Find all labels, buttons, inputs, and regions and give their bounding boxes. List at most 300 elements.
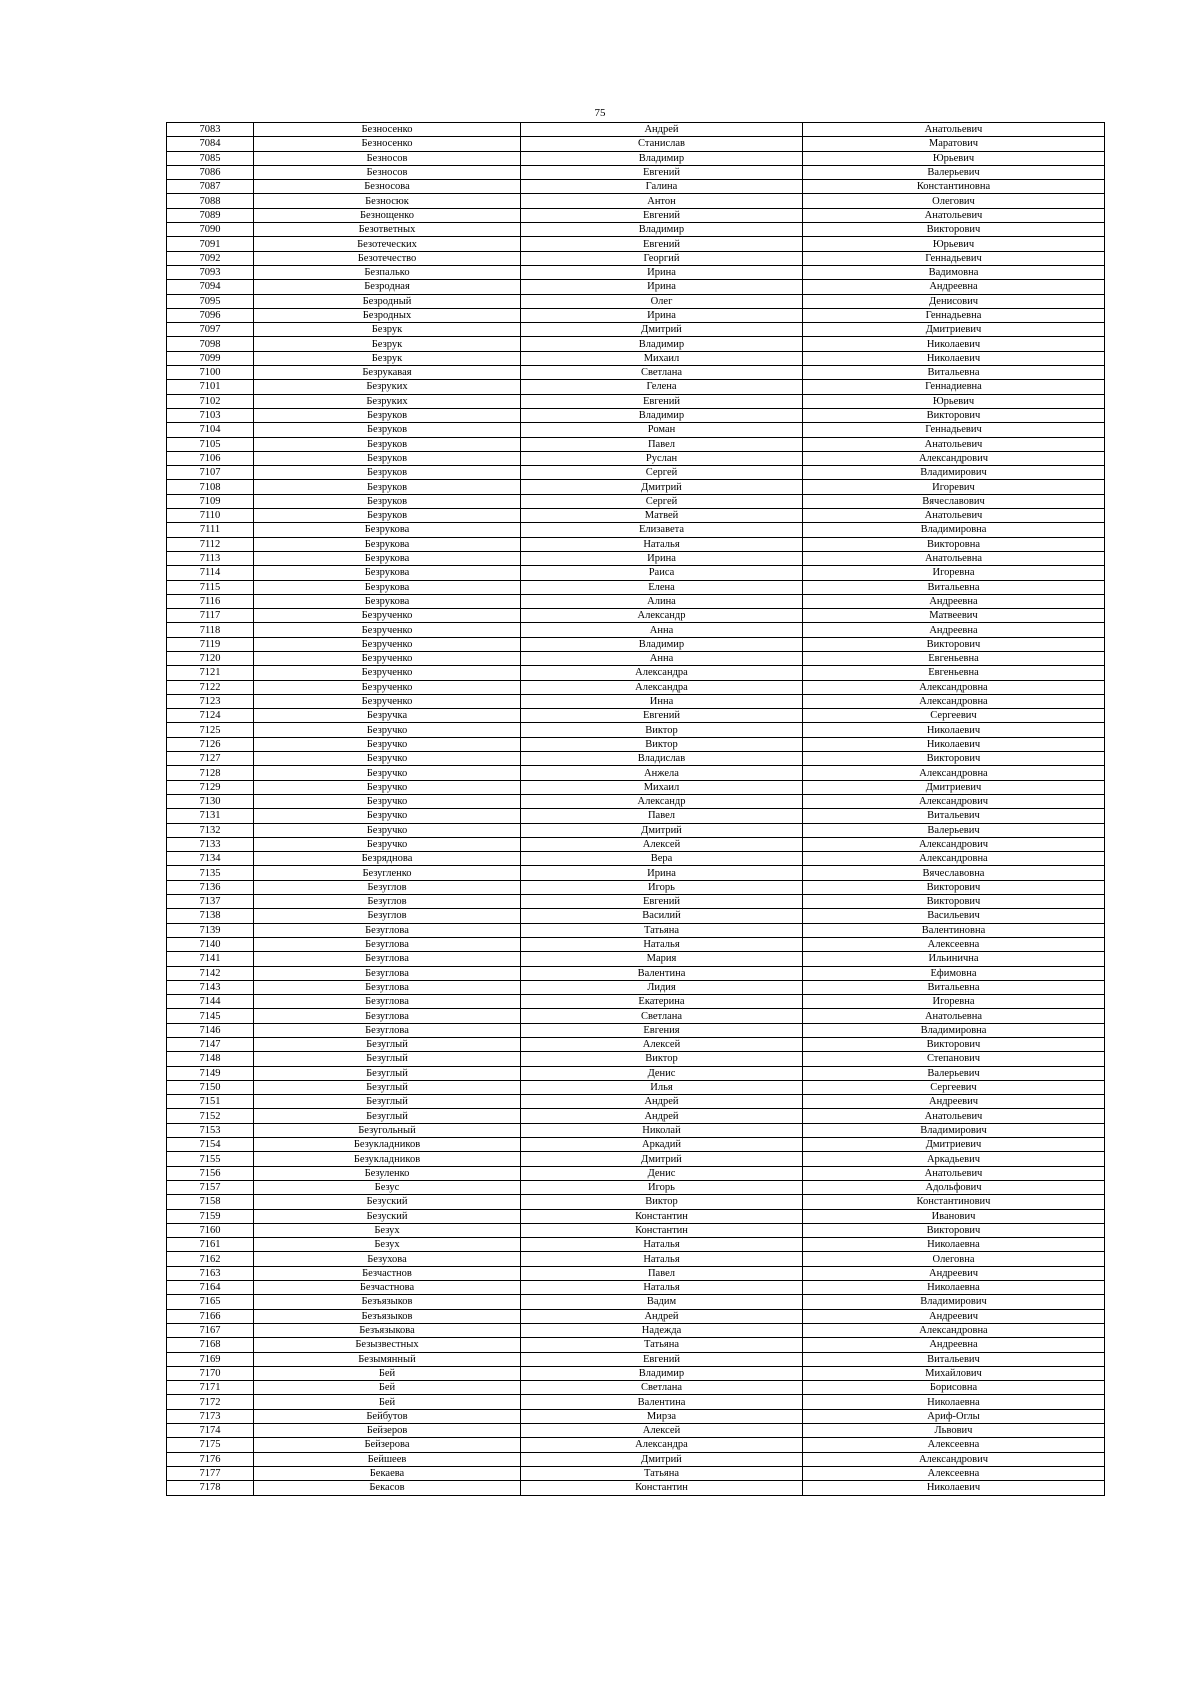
table-row — [167, 223, 1105, 237]
patronymic-cell: Алексеевна — [803, 1438, 1105, 1452]
first-name-cell: Анна — [521, 651, 803, 665]
patronymic-cell: Вадимовна — [803, 265, 1105, 279]
last-name-cell: Безуглов — [254, 895, 521, 909]
patronymic-cell: Андреевна — [803, 280, 1105, 294]
patronymic-cell: Геннадьевич — [803, 423, 1105, 437]
patronymic-cell: Валерьевич — [803, 823, 1105, 837]
last-name-cell: Безрученко — [254, 623, 521, 637]
row-number-cell: 7131 — [167, 809, 254, 823]
patronymic-cell: Викторовна — [803, 537, 1105, 551]
last-name-cell: Безрукова — [254, 566, 521, 580]
first-name-cell: Станислав — [521, 137, 803, 151]
patronymic-cell: Анатольевна — [803, 1009, 1105, 1023]
last-name-cell: Безрученко — [254, 609, 521, 623]
table-row — [167, 380, 1105, 394]
first-name-cell: Игорь — [521, 880, 803, 894]
row-number-cell: 7083 — [167, 123, 254, 137]
last-name-cell: Безносенко — [254, 123, 521, 137]
first-name-cell: Владимир — [521, 1366, 803, 1380]
patronymic-cell: Анатольевич — [803, 509, 1105, 523]
patronymic-cell: Николаевич — [803, 1481, 1105, 1495]
table-row — [167, 880, 1105, 894]
last-name-cell: Бекасов — [254, 1481, 521, 1495]
row-number-cell: 7152 — [167, 1109, 254, 1123]
row-number-cell: 7104 — [167, 423, 254, 437]
patronymic-cell: Андреевич — [803, 1309, 1105, 1323]
row-number-cell: 7125 — [167, 723, 254, 737]
table-row — [167, 723, 1105, 737]
patronymic-cell: Викторович — [803, 408, 1105, 422]
patronymic-cell: Вячеславович — [803, 494, 1105, 508]
patronymic-cell: Валентиновна — [803, 923, 1105, 937]
first-name-cell: Татьяна — [521, 1338, 803, 1352]
first-name-cell: Виктор — [521, 737, 803, 751]
first-name-cell: Евгения — [521, 1023, 803, 1037]
table-row — [167, 1352, 1105, 1366]
last-name-cell: Безрук — [254, 337, 521, 351]
table-row — [167, 509, 1105, 523]
patronymic-cell: Борисовна — [803, 1381, 1105, 1395]
patronymic-cell: Алексеевна — [803, 937, 1105, 951]
patronymic-cell: Игоревна — [803, 995, 1105, 1009]
first-name-cell: Андрей — [521, 1309, 803, 1323]
patronymic-cell: Дмитриевич — [803, 780, 1105, 794]
row-number-cell: 7122 — [167, 680, 254, 694]
first-name-cell: Владимир — [521, 337, 803, 351]
last-name-cell: Безъязыков — [254, 1295, 521, 1309]
row-number-cell: 7086 — [167, 165, 254, 179]
last-name-cell: Бекаева — [254, 1466, 521, 1480]
row-number-cell: 7102 — [167, 394, 254, 408]
patronymic-cell: Николаевна — [803, 1281, 1105, 1295]
row-number-cell: 7106 — [167, 451, 254, 465]
row-number-cell: 7159 — [167, 1209, 254, 1223]
last-name-cell: Безугольный — [254, 1123, 521, 1137]
patronymic-cell: Дмитриевич — [803, 323, 1105, 337]
last-name-cell: Безуглый — [254, 1038, 521, 1052]
first-name-cell: Валентина — [521, 1395, 803, 1409]
last-name-cell: Безрукова — [254, 580, 521, 594]
table-row — [167, 1123, 1105, 1137]
table-row — [167, 923, 1105, 937]
last-name-cell: Безуглый — [254, 1052, 521, 1066]
first-name-cell: Олег — [521, 294, 803, 308]
patronymic-cell: Викторович — [803, 880, 1105, 894]
table-row — [167, 1395, 1105, 1409]
table-row — [167, 1209, 1105, 1223]
row-number-cell: 7119 — [167, 637, 254, 651]
last-name-cell: Безручка — [254, 709, 521, 723]
patronymic-cell: Витальевич — [803, 1352, 1105, 1366]
row-number-cell: 7165 — [167, 1295, 254, 1309]
patronymic-cell: Юрьевич — [803, 151, 1105, 165]
patronymic-cell: Львович — [803, 1424, 1105, 1438]
row-number-cell: 7100 — [167, 366, 254, 380]
last-name-cell: Безруков — [254, 408, 521, 422]
patronymic-cell: Витальевна — [803, 366, 1105, 380]
table-row — [167, 194, 1105, 208]
patronymic-cell: Николаевич — [803, 737, 1105, 751]
first-name-cell: Евгений — [521, 709, 803, 723]
row-number-cell: 7116 — [167, 594, 254, 608]
first-name-cell: Денис — [521, 1166, 803, 1180]
last-name-cell: Безручко — [254, 737, 521, 751]
last-name-cell: Безответных — [254, 223, 521, 237]
first-name-cell: Светлана — [521, 1009, 803, 1023]
first-name-cell: Руслан — [521, 451, 803, 465]
first-name-cell: Евгений — [521, 237, 803, 251]
first-name-cell: Евгений — [521, 208, 803, 222]
first-name-cell: Алина — [521, 594, 803, 608]
row-number-cell: 7146 — [167, 1023, 254, 1037]
last-name-cell: Безручко — [254, 752, 521, 766]
first-name-cell: Павел — [521, 809, 803, 823]
patronymic-cell: Евгеньевна — [803, 666, 1105, 680]
row-number-cell: 7101 — [167, 380, 254, 394]
patronymic-cell: Константиновна — [803, 180, 1105, 194]
last-name-cell: Безрукавая — [254, 366, 521, 380]
row-number-cell: 7141 — [167, 952, 254, 966]
patronymic-cell: Денисович — [803, 294, 1105, 308]
row-number-cell: 7120 — [167, 651, 254, 665]
patronymic-cell: Александровна — [803, 852, 1105, 866]
last-name-cell: Безручко — [254, 823, 521, 837]
first-name-cell: Ирина — [521, 265, 803, 279]
table-row — [167, 1009, 1105, 1023]
row-number-cell: 7163 — [167, 1266, 254, 1280]
table-row — [167, 280, 1105, 294]
first-name-cell: Павел — [521, 1266, 803, 1280]
patronymic-cell: Иванович — [803, 1209, 1105, 1223]
table-row — [167, 1366, 1105, 1380]
last-name-cell: Безнощенко — [254, 208, 521, 222]
last-name-cell: Безрученко — [254, 637, 521, 651]
table-row — [167, 180, 1105, 194]
table-row — [167, 1095, 1105, 1109]
patronymic-cell: Андреевич — [803, 1266, 1105, 1280]
patronymic-cell: Олегович — [803, 194, 1105, 208]
first-name-cell: Александра — [521, 1438, 803, 1452]
row-number-cell: 7128 — [167, 766, 254, 780]
table-row — [167, 423, 1105, 437]
table-row — [167, 651, 1105, 665]
last-name-cell: Безуский — [254, 1209, 521, 1223]
patronymic-cell: Владимирович — [803, 466, 1105, 480]
table-row — [167, 466, 1105, 480]
table-row — [167, 323, 1105, 337]
table-row — [167, 609, 1105, 623]
first-name-cell: Владислав — [521, 752, 803, 766]
first-name-cell: Константин — [521, 1209, 803, 1223]
last-name-cell: Безруков — [254, 437, 521, 451]
patronymic-cell: Аркадьевич — [803, 1152, 1105, 1166]
last-name-cell: Безух — [254, 1238, 521, 1252]
table-row — [167, 895, 1105, 909]
first-name-cell: Илья — [521, 1080, 803, 1094]
last-name-cell: Безъязыкова — [254, 1323, 521, 1337]
row-number-cell: 7092 — [167, 251, 254, 265]
first-name-cell: Гелена — [521, 380, 803, 394]
table-row — [167, 580, 1105, 594]
last-name-cell: Безукладников — [254, 1138, 521, 1152]
patronymic-cell: Анатольевна — [803, 551, 1105, 565]
first-name-cell: Михаил — [521, 351, 803, 365]
last-name-cell: Безродный — [254, 294, 521, 308]
row-number-cell: 7124 — [167, 709, 254, 723]
last-name-cell: Безчастнов — [254, 1266, 521, 1280]
table-row — [167, 680, 1105, 694]
row-number-cell: 7144 — [167, 995, 254, 1009]
last-name-cell: Бейбутов — [254, 1409, 521, 1423]
last-name-cell: Безруков — [254, 480, 521, 494]
table-row — [167, 1152, 1105, 1166]
last-name-cell: Безруков — [254, 494, 521, 508]
patronymic-cell: Андреевич — [803, 1095, 1105, 1109]
patronymic-cell: Николаевна — [803, 1238, 1105, 1252]
row-number-cell: 7160 — [167, 1223, 254, 1237]
page-number: 75 — [594, 107, 606, 119]
row-number-cell: 7099 — [167, 351, 254, 365]
table-row — [167, 451, 1105, 465]
patronymic-cell: Дмитриевич — [803, 1138, 1105, 1152]
row-number-cell: 7094 — [167, 280, 254, 294]
last-name-cell: Безуглый — [254, 1080, 521, 1094]
last-name-cell: Безукладников — [254, 1152, 521, 1166]
table-row — [167, 1266, 1105, 1280]
patronymic-cell: Геннадьевна — [803, 308, 1105, 322]
first-name-cell: Галина — [521, 180, 803, 194]
first-name-cell: Дмитрий — [521, 823, 803, 837]
last-name-cell: Безух — [254, 1223, 521, 1237]
row-number-cell: 7093 — [167, 265, 254, 279]
last-name-cell: Безрученко — [254, 680, 521, 694]
row-number-cell: 7089 — [167, 208, 254, 222]
row-number-cell: 7105 — [167, 437, 254, 451]
table-row — [167, 1295, 1105, 1309]
row-number-cell: 7169 — [167, 1352, 254, 1366]
first-name-cell: Андрей — [521, 1095, 803, 1109]
patronymic-cell: Владимирович — [803, 1295, 1105, 1309]
row-number-cell: 7170 — [167, 1366, 254, 1380]
last-name-cell: Безрукова — [254, 537, 521, 551]
patronymic-cell: Степанович — [803, 1052, 1105, 1066]
row-number-cell: 7085 — [167, 151, 254, 165]
row-number-cell: 7134 — [167, 852, 254, 866]
patronymic-cell: Михайлович — [803, 1366, 1105, 1380]
row-number-cell: 7137 — [167, 895, 254, 909]
table-row — [167, 408, 1105, 422]
row-number-cell: 7149 — [167, 1066, 254, 1080]
first-name-cell: Константин — [521, 1223, 803, 1237]
first-name-cell: Евгений — [521, 165, 803, 179]
table-row — [167, 151, 1105, 165]
table-row — [167, 966, 1105, 980]
table-row — [167, 637, 1105, 651]
table-row — [167, 766, 1105, 780]
patronymic-cell: Маратович — [803, 137, 1105, 151]
table-row — [167, 394, 1105, 408]
patronymic-cell: Андреевна — [803, 623, 1105, 637]
last-name-cell: Безуский — [254, 1195, 521, 1209]
last-name-cell: Безродных — [254, 308, 521, 322]
row-number-cell: 7109 — [167, 494, 254, 508]
patronymic-cell: Александровна — [803, 1323, 1105, 1337]
row-number-cell: 7154 — [167, 1138, 254, 1152]
table-row — [167, 1080, 1105, 1094]
last-name-cell: Безручко — [254, 766, 521, 780]
table-row — [167, 1481, 1105, 1495]
last-name-cell: Безъязыков — [254, 1309, 521, 1323]
last-name-cell: Безызвестных — [254, 1338, 521, 1352]
patronymic-cell: Геннадьевич — [803, 251, 1105, 265]
first-name-cell: Матвей — [521, 509, 803, 523]
table-row — [167, 1052, 1105, 1066]
last-name-cell: Безрученко — [254, 651, 521, 665]
row-number-cell: 7087 — [167, 180, 254, 194]
patronymic-cell: Евгеньевна — [803, 651, 1105, 665]
first-name-cell: Дмитрий — [521, 480, 803, 494]
row-number-cell: 7156 — [167, 1166, 254, 1180]
table-row — [167, 208, 1105, 222]
first-name-cell: Александр — [521, 794, 803, 808]
last-name-cell: Безруких — [254, 380, 521, 394]
row-number-cell: 7145 — [167, 1009, 254, 1023]
patronymic-cell: Александровна — [803, 766, 1105, 780]
patronymic-cell: Викторович — [803, 895, 1105, 909]
table-row — [167, 1180, 1105, 1194]
patronymic-cell: Витальевна — [803, 980, 1105, 994]
first-name-cell: Сергей — [521, 494, 803, 508]
last-name-cell: Безносенко — [254, 137, 521, 151]
first-name-cell: Наталья — [521, 937, 803, 951]
row-number-cell: 7121 — [167, 666, 254, 680]
patronymic-cell: Владимирович — [803, 1123, 1105, 1137]
last-name-cell: Безуглый — [254, 1095, 521, 1109]
table-row — [167, 952, 1105, 966]
table-row — [167, 1323, 1105, 1337]
last-name-cell: Бей — [254, 1366, 521, 1380]
patronymic-cell: Анатольевич — [803, 208, 1105, 222]
patronymic-cell: Ильинична — [803, 952, 1105, 966]
first-name-cell: Антон — [521, 194, 803, 208]
row-number-cell: 7096 — [167, 308, 254, 322]
row-number-cell: 7151 — [167, 1095, 254, 1109]
last-name-cell: Безручко — [254, 780, 521, 794]
last-name-cell: Безруков — [254, 423, 521, 437]
table-row — [167, 1023, 1105, 1037]
table-row — [167, 852, 1105, 866]
row-number-cell: 7167 — [167, 1323, 254, 1337]
last-name-cell: Безчастнова — [254, 1281, 521, 1295]
table-row — [167, 1195, 1105, 1209]
first-name-cell: Александр — [521, 609, 803, 623]
table-row — [167, 709, 1105, 723]
first-name-cell: Вера — [521, 852, 803, 866]
table-row — [167, 780, 1105, 794]
first-name-cell: Владимир — [521, 408, 803, 422]
patronymic-cell: Юрьевич — [803, 394, 1105, 408]
first-name-cell: Виктор — [521, 1052, 803, 1066]
table-row — [167, 1409, 1105, 1423]
patronymic-cell: Викторович — [803, 1038, 1105, 1052]
first-name-cell: Аркадий — [521, 1138, 803, 1152]
last-name-cell: Безруких — [254, 394, 521, 408]
last-name-cell: Безухова — [254, 1252, 521, 1266]
last-name-cell: Бейшеев — [254, 1452, 521, 1466]
names-table-body — [167, 123, 1105, 1496]
row-number-cell: 7129 — [167, 780, 254, 794]
patronymic-cell: Витальевна — [803, 580, 1105, 594]
first-name-cell: Анна — [521, 623, 803, 637]
table-row — [167, 237, 1105, 251]
patronymic-cell: Александрович — [803, 451, 1105, 465]
table-row — [167, 1138, 1105, 1152]
last-name-cell: Безродная — [254, 280, 521, 294]
patronymic-cell: Игоревна — [803, 566, 1105, 580]
row-number-cell: 7174 — [167, 1424, 254, 1438]
patronymic-cell: Анатольевич — [803, 437, 1105, 451]
row-number-cell: 7108 — [167, 480, 254, 494]
table-row — [167, 837, 1105, 851]
table-row — [167, 737, 1105, 751]
last-name-cell: Безуглова — [254, 923, 521, 937]
table-row — [167, 1424, 1105, 1438]
last-name-cell: Безуглый — [254, 1109, 521, 1123]
table-row — [167, 308, 1105, 322]
last-name-cell: Безуглов — [254, 880, 521, 894]
first-name-cell: Михаил — [521, 780, 803, 794]
first-name-cell: Елена — [521, 580, 803, 594]
row-number-cell: 7168 — [167, 1338, 254, 1352]
patronymic-cell: Викторович — [803, 223, 1105, 237]
first-name-cell: Инна — [521, 694, 803, 708]
table-row — [167, 594, 1105, 608]
first-name-cell: Андрей — [521, 1109, 803, 1123]
patronymic-cell: Адольфович — [803, 1180, 1105, 1194]
table-row — [167, 165, 1105, 179]
first-name-cell: Ирина — [521, 551, 803, 565]
first-name-cell: Дмитрий — [521, 1152, 803, 1166]
patronymic-cell: Ефимовна — [803, 966, 1105, 980]
row-number-cell: 7147 — [167, 1038, 254, 1052]
first-name-cell: Ирина — [521, 280, 803, 294]
last-name-cell: Безрукова — [254, 523, 521, 537]
last-name-cell: Безуглова — [254, 952, 521, 966]
patronymic-cell: Валерьевич — [803, 1066, 1105, 1080]
patronymic-cell: Сергеевич — [803, 1080, 1105, 1094]
row-number-cell: 7176 — [167, 1452, 254, 1466]
names-table — [166, 122, 1105, 1496]
last-name-cell: Безруков — [254, 509, 521, 523]
table-row — [167, 1452, 1105, 1466]
first-name-cell: Владимир — [521, 151, 803, 165]
row-number-cell: 7172 — [167, 1395, 254, 1409]
row-number-cell: 7142 — [167, 966, 254, 980]
first-name-cell: Наталья — [521, 1252, 803, 1266]
patronymic-cell: Викторович — [803, 752, 1105, 766]
first-name-cell: Владимир — [521, 637, 803, 651]
last-name-cell: Бей — [254, 1381, 521, 1395]
last-name-cell: Бейзеров — [254, 1424, 521, 1438]
row-number-cell: 7150 — [167, 1080, 254, 1094]
patronymic-cell: Анатольевич — [803, 123, 1105, 137]
table-row — [167, 294, 1105, 308]
first-name-cell: Ирина — [521, 866, 803, 880]
patronymic-cell: Геннадиевна — [803, 380, 1105, 394]
last-name-cell: Безус — [254, 1180, 521, 1194]
first-name-cell: Сергей — [521, 466, 803, 480]
last-name-cell: Безрученко — [254, 666, 521, 680]
